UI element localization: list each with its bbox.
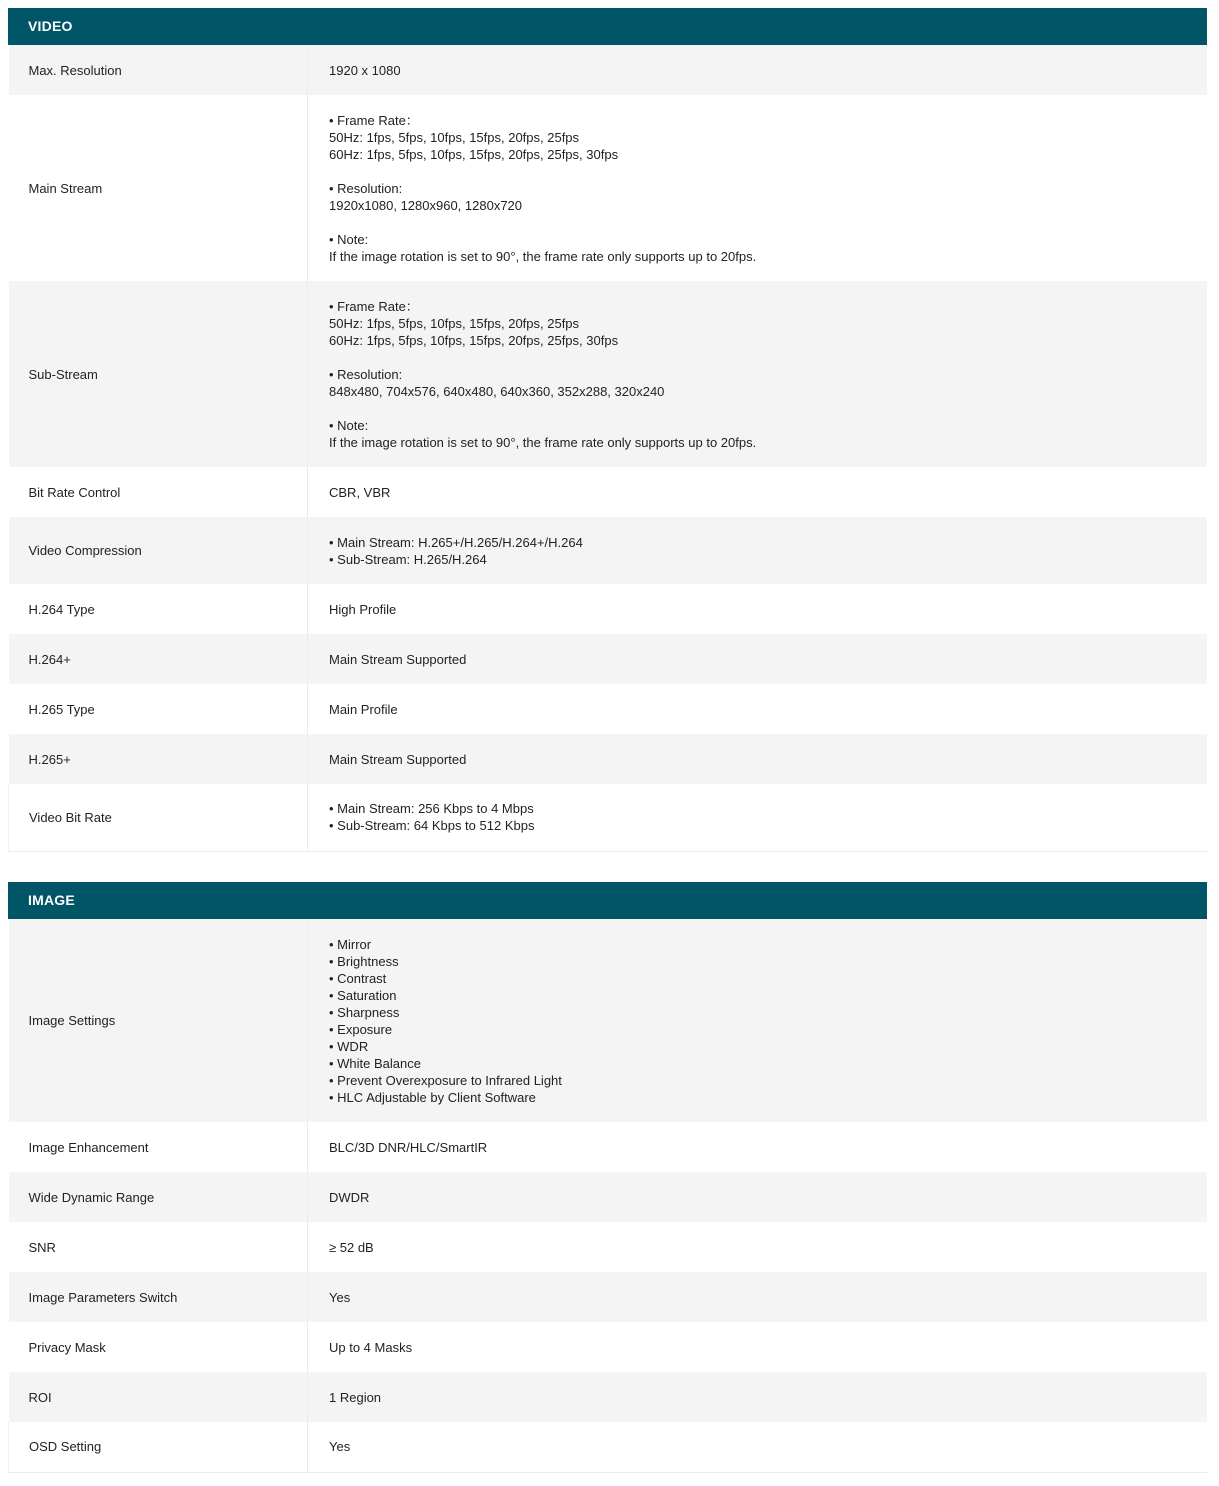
spec-value-line: Main Stream Supported [329,751,467,767]
table-row [9,45,1208,95]
table-row [9,281,1208,467]
spec-label: Wide Dynamic Range [9,1172,308,1222]
table-row [9,1422,1208,1472]
spec-value-line: • Saturation [329,987,397,1003]
table-row [9,1172,1208,1222]
spec-value [308,467,1208,517]
spec-label: OSD Setting [9,1422,308,1472]
table-row [9,584,1208,634]
spec-value-line: 60Hz: 1fps, 5fps, 10fps, 15fps, 20fps, 25fps, 30fps [329,332,619,348]
spec-value-line: • Prevent Overexposure to Infrared Light [329,1072,562,1088]
spec-value [308,1272,1208,1322]
spec-label: H.264+ [9,634,308,684]
spec-value-line: • Main Stream: H.265+/H.265/H.264+/H.264 [329,534,583,550]
spec-label: H.265 Type [9,684,308,734]
spec-value-line: • Frame Rate： [329,112,419,128]
spec-value [308,1172,1208,1222]
spec-value [308,1122,1208,1172]
spec-label: Image Enhancement [9,1122,308,1172]
spec-value-line: 60Hz: 1fps, 5fps, 10fps, 15fps, 20fps, 25fps, 30fps [329,146,619,162]
spec-value [308,1422,1208,1472]
spec-value-line: 1 Region [329,1389,382,1405]
spec-value-line: 50Hz: 1fps, 5fps, 10fps, 15fps, 20fps, 25fps [329,129,580,145]
spec-value-line: Up to 4 Masks [329,1339,413,1355]
spec-value [308,45,1208,95]
spec-value-line: ≥ 52 dB [329,1239,374,1255]
spec-value-line: • Brightness [329,953,399,969]
table-row [9,684,1208,734]
spec-label: Sub-Stream [9,281,308,467]
section-header: VIDEO [8,8,1207,45]
table-row [9,1322,1208,1372]
spec-value-line: 848x480, 704x576, 640x480, 640x360, 352x288, 320x240 [329,383,665,399]
spec-value-line: Yes [329,1289,351,1305]
spec-value [308,584,1208,634]
spec-value-line: • Contrast [329,970,387,986]
spec-label: Bit Rate Control [9,467,308,517]
spec-value-line [329,214,1187,231]
spec-label: Main Stream [9,95,308,281]
spec-value [308,684,1208,734]
table-row [9,1372,1208,1422]
spec-table [8,919,1207,1473]
table-row [9,1122,1208,1172]
table-row [9,95,1208,281]
spec-label: H.265+ [9,734,308,784]
spec-value-line: 1920x1080, 1280x960, 1280x720 [329,197,523,213]
spec-value-line: • Resolution: [329,180,403,196]
spec-label: ROI [9,1372,308,1422]
spec-value-line: • HLC Adjustable by Client Software [329,1089,536,1105]
spec-label: Video Bit Rate [9,784,308,851]
spec-value-line: • Note: [329,231,369,247]
spec-value-line: BLC/3D DNR/HLC/SmartIR [329,1139,488,1155]
spec-value [308,784,1208,851]
spec-value-line: • WDR [329,1038,369,1054]
video-spec-section [8,8,1207,852]
spec-value-line [329,400,1187,417]
table-row [9,919,1208,1122]
spec-value-line: • Frame Rate： [329,298,419,314]
table-row [9,517,1208,584]
spec-value-line: Main Profile [329,701,398,717]
spec-value-line: Main Stream Supported [329,651,467,667]
spec-value [308,95,1208,281]
spec-value-line: • Exposure [329,1021,393,1037]
spec-label: H.264 Type [9,584,308,634]
spec-value-line: High Profile [329,601,397,617]
spec-label: Image Parameters Switch [9,1272,308,1322]
spec-value-line: 1920 x 1080 [329,62,401,78]
spec-value-line: Yes [329,1439,351,1455]
spec-value-line: DWDR [329,1189,370,1205]
table-row [9,734,1208,784]
spec-value [308,1322,1208,1372]
table-row [9,1272,1208,1322]
spec-label: Privacy Mask [9,1322,308,1372]
spec-value-line: • White Balance [329,1055,421,1071]
spec-value-line: • Mirror [329,936,372,952]
spec-value-line: • Sub-Stream: H.265/H.264 [329,551,487,567]
spec-value-line [329,163,1187,180]
spec-table [8,45,1207,852]
spec-value-line: • Sub-Stream: 64 Kbps to 512 Kbps [329,818,535,834]
spec-value-line: • Note: [329,417,369,433]
spec-value [308,1372,1208,1422]
table-row [9,784,1208,851]
spec-value [308,517,1208,584]
spec-value [308,734,1208,784]
spec-value-line [329,349,1187,366]
spec-label: Image Settings [9,919,308,1122]
spec-value-line: CBR, VBR [329,484,391,500]
table-row [9,1222,1208,1272]
spec-value [308,281,1208,467]
spec-value-line: • Sharpness [329,1004,400,1020]
spec-value [308,1222,1208,1272]
spec-label: Video Compression [9,517,308,584]
spec-value [308,919,1208,1122]
spec-label: SNR [9,1222,308,1272]
spec-value-line: If the image rotation is set to 90°, the frame rate only supports up to 20fps. [329,434,757,450]
image-spec-section [8,882,1207,1473]
spec-value [308,634,1208,684]
spec-value-line: • Resolution: [329,366,403,382]
table-row [9,634,1208,684]
spec-value-line: If the image rotation is set to 90°, the frame rate only supports up to 20fps. [329,248,757,264]
spec-value-line: • Main Stream: 256 Kbps to 4 Mbps [329,801,534,817]
spec-value-line: 50Hz: 1fps, 5fps, 10fps, 15fps, 20fps, 25fps [329,315,580,331]
section-header: IMAGE [8,882,1207,919]
table-row [9,467,1208,517]
spec-label: Max. Resolution [9,45,308,95]
